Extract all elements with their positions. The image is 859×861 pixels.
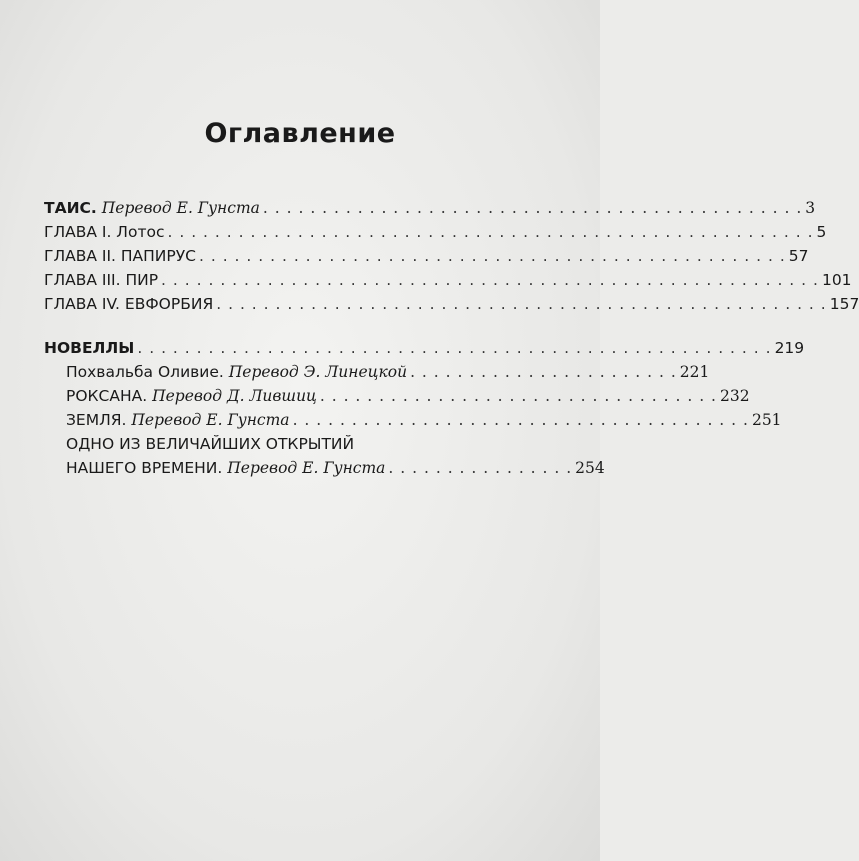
leader-dots: . . . . . . . . . . . . . . . . . . . . . . . . . . . . . . . . . . . . . . . xyxy=(292,411,749,429)
entry-title: ГЛАВА IV. ЕВФОРБИЯ xyxy=(44,295,214,313)
page-number: 254 xyxy=(575,459,605,477)
leader-dots: . . . . . . . . . . . . . . . . . . . . . . . . . . . . . . . . . . . . . . . . . . . . . . xyxy=(262,199,803,217)
toc-entry-olivier xyxy=(66,360,710,384)
entry-translator: Перевод Е. Гунста xyxy=(227,459,386,477)
entry-title: ТАИС. xyxy=(44,199,97,217)
page-number: 101 xyxy=(821,271,852,289)
entry-title: ЗЕМЛЯ. xyxy=(66,411,127,429)
toc-entry-earth xyxy=(66,408,782,432)
entry-title: ГЛАВА I. Лотос xyxy=(44,223,165,241)
page-number: 221 xyxy=(679,363,710,381)
leader-dots: . . . . . . . . . . . . . . . . . . . . . . . . . . . . . . . . . . . . . . . . . . . . . . . . . . . . xyxy=(216,295,827,313)
toc-entry-chapter-3 xyxy=(44,268,852,292)
entry-title: Похвальба Оливие. xyxy=(66,363,224,381)
toc-entry-chapter-1 xyxy=(44,220,827,244)
page-title: Оглавление xyxy=(204,118,396,149)
toc-entry-chapter-2 xyxy=(44,244,809,268)
entry-title: РОКСАНА. xyxy=(66,387,148,405)
entry-title: ГЛАВА III. ПИР xyxy=(44,271,159,289)
toc-entry-novellas xyxy=(44,336,805,360)
leader-dots: . . . . . . . . . . . . . . . . . . . . . . . xyxy=(410,363,677,381)
toc-entry-roxana xyxy=(66,384,750,408)
entry-translator: Перевод Е. Гунста xyxy=(101,199,260,217)
entry-title: ОДНО ИЗ ВЕЛИЧАЙШИХ ОТКРЫТИЙ xyxy=(66,435,355,453)
leader-dots: . . . . . . . . . . . . . . . . . . . . . . . . . . . . . . . . . . . . . . . . . . . . . . . . . . xyxy=(199,247,786,265)
page-number: 5 xyxy=(816,223,827,241)
entry-title: НОВЕЛЛЫ xyxy=(44,339,135,357)
page-number: 251 xyxy=(751,411,782,429)
toc-entry-discovery-line2 xyxy=(66,456,605,480)
leader-dots: . . . . . . . . . . . . . . . . . . . . . . . . . . . . . . . . . . . . . . . . . . . . . . . . . . . . . . xyxy=(137,339,772,357)
leader-dots: . . . . . . . . . . . . . . . . . . . . . . . . . . . . . . . . . . . . . . . . . . . . . . . . . . . . . . . xyxy=(167,223,814,241)
page-number: 3 xyxy=(805,199,816,217)
toc-entry-thais xyxy=(44,196,816,220)
leader-dots: . . . . . . . . . . . . . . . . . . . . . . . . . . . . . . . . . . xyxy=(319,387,717,405)
leader-dots: . . . . . . . . . . . . . . . . xyxy=(388,459,573,477)
entry-title: ГЛАВА II. ПАПИРУС xyxy=(44,247,196,265)
toc-entry-discovery-line1 xyxy=(66,432,566,456)
page-number: 157 xyxy=(829,295,859,313)
entry-translator: Перевод Э. Линецкой xyxy=(228,363,408,381)
page-number: 57 xyxy=(788,247,809,265)
entry-title: НАШЕГО ВРЕМЕНИ. xyxy=(66,459,223,477)
toc-entry-chapter-4 xyxy=(44,292,859,316)
leader-dots: . . . . . . . . . . . . . . . . . . . . . . . . . . . . . . . . . . . . . . . . . . . . . . . . . . . . . . . . xyxy=(161,271,819,289)
page-number: 232 xyxy=(719,387,750,405)
entry-translator: Перевод Е. Гунста xyxy=(131,411,290,429)
entry-translator: Перевод Д. Лившиц xyxy=(152,387,317,405)
page-number: 219 xyxy=(774,339,805,357)
